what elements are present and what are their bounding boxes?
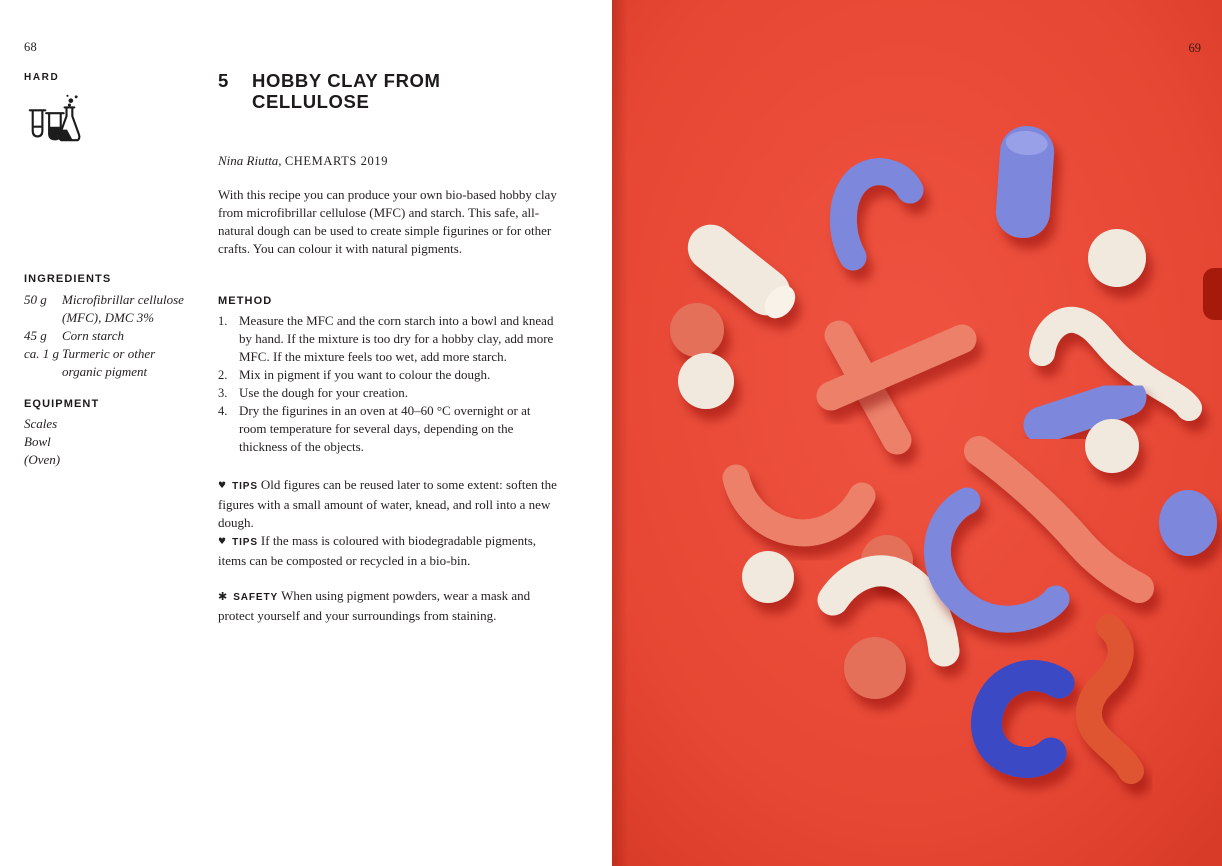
- step-text: Mix in pigment if you want to colour the dough.: [239, 367, 491, 382]
- safety-label: SAFETY: [233, 592, 279, 603]
- bookmark-tab: [1203, 268, 1222, 320]
- tip-text: Old figures can be reused later to some extent: soften the figures with a small amount of water, knead, and roll into a new dough.: [218, 477, 557, 530]
- heart-icon: ♥: [218, 481, 227, 491]
- method-step: [218, 384, 561, 402]
- recipe-title: [218, 70, 561, 112]
- equipment-item: Scales: [24, 416, 58, 431]
- byline: [218, 153, 561, 169]
- equipment-item: (Oven): [24, 452, 61, 467]
- author-affiliation: CHEMARTS 2019: [284, 154, 389, 168]
- recipe-title-text: HOBBY CLAY FROM CELLULOSE: [252, 70, 441, 112]
- photo-page: [612, 0, 1222, 866]
- method-steps: [218, 312, 561, 456]
- step-text: Use the dough for your creation.: [239, 385, 408, 400]
- method-step: [218, 366, 561, 384]
- difficulty-label: HARD: [24, 72, 60, 83]
- method-heading: METHOD: [218, 295, 273, 307]
- method-step: [218, 312, 561, 366]
- recipe-number: 5: [218, 70, 229, 91]
- tip-paragraph: [218, 532, 561, 570]
- author-name: Nina Riutta,: [218, 153, 282, 168]
- ingredients-heading: INGREDIENTS: [24, 273, 112, 285]
- equipment-list: [24, 415, 192, 469]
- tip-text: If the mass is coloured with biodegradable pigments, items can be composted or recycled in a bio-bin.: [218, 533, 537, 568]
- gutter-shadow: [612, 0, 628, 866]
- clay-blue-ball: [1159, 490, 1217, 556]
- step-number: 2.: [218, 368, 228, 382]
- tips-label: TIPS: [232, 537, 258, 548]
- equipment-item: Bowl: [24, 434, 51, 449]
- ingredient-name: Microfibrillar cellulose (MFC), DMC 3%: [62, 292, 184, 325]
- step-text: Dry the figurines in an oven at 40–60 °C overnight or at room temperature for several days, depending on the thickness of the objects.: [239, 403, 531, 454]
- page-number-left: 68: [24, 40, 38, 54]
- method-step: [218, 402, 561, 456]
- step-number: 4.: [218, 404, 228, 418]
- step-text: Measure the MFC and the corn starch into a bowl and knead by hand. If the mixture is too dry for a hobby clay, add more MFC. If the mixture feels too wet, add more starch.: [239, 313, 554, 364]
- equipment-heading: EQUIPMENT: [24, 398, 100, 410]
- ingredient-amount: ca. 1 g: [24, 346, 60, 361]
- step-number: 3.: [218, 386, 228, 400]
- intro-paragraph: With this recipe you can produce your own bio-based hobby clay from microfibrillar cellulose (MFC) and starch. This safe, all-natural dough can be used to create simple figurines or for other crafts. You can colour it with natural pigments.: [218, 187, 557, 256]
- clay-blue-cylinder-vertical: [994, 124, 1056, 239]
- tips-label: TIPS: [232, 481, 258, 492]
- ingredients-column: [24, 0, 192, 469]
- ingredients-list: [24, 291, 192, 381]
- ingredient-name: Turmeric or other organic pigment: [62, 346, 156, 379]
- clay-white-ball-upper-right: [1088, 229, 1146, 287]
- recipe-main-column: [218, 0, 561, 625]
- clay-shapes-photo: [612, 0, 1222, 866]
- ingredient-amount: 50 g: [24, 292, 47, 307]
- safety-text: When using pigment powders, wear a mask and protect yourself and your surroundings from staining.: [218, 588, 531, 623]
- step-number: 1.: [218, 314, 228, 328]
- clay-white-ball-mid-right: [1085, 419, 1139, 473]
- asterisk-icon: ✱: [218, 590, 228, 603]
- ingredient-name: Corn starch: [62, 328, 124, 343]
- clay-white-ball-bottom-left: [742, 551, 794, 603]
- heart-icon: ♥: [218, 537, 227, 547]
- clay-white-ball-left: [678, 353, 734, 409]
- page-number-right: 69: [1188, 41, 1201, 55]
- safety-paragraph: [218, 587, 561, 625]
- ingredient-amount: 45 g: [24, 328, 47, 343]
- clay-coral-ball-small: [670, 303, 724, 357]
- clay-coral-ball-bottom: [844, 637, 906, 699]
- tip-paragraph: [218, 476, 561, 532]
